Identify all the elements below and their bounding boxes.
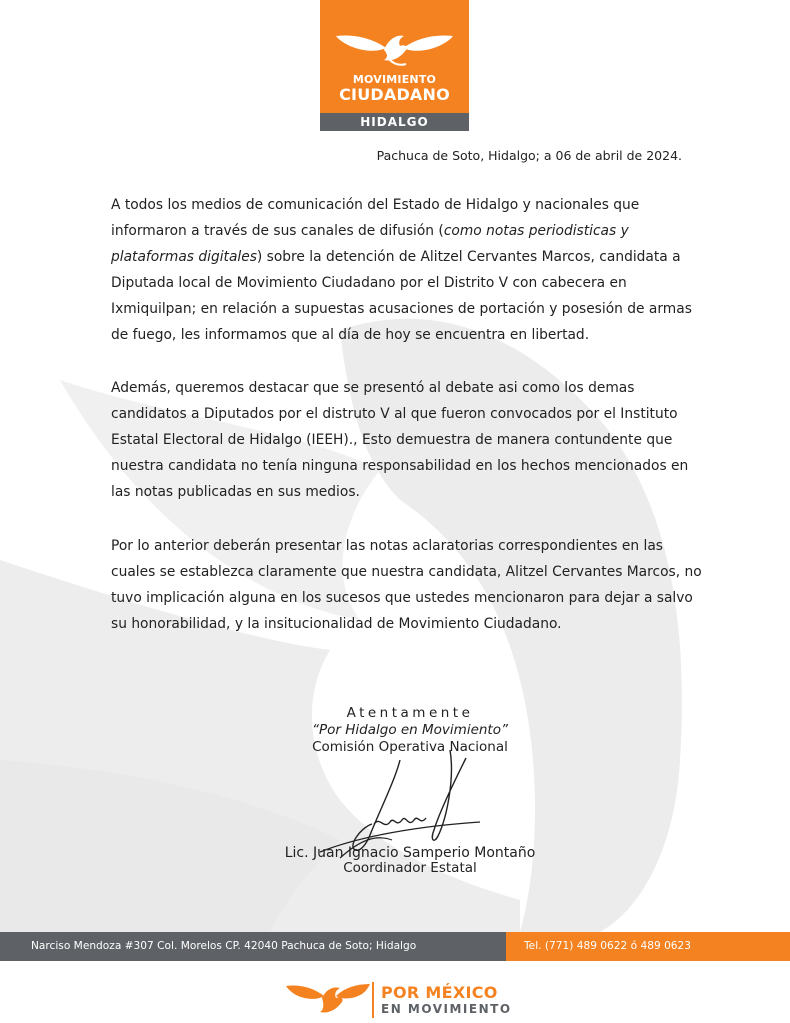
footer-phone: Tel. (771) 489 0622 ó 489 0623 xyxy=(506,932,790,961)
handwritten-signature xyxy=(300,740,490,880)
footer-address: Narciso Mendoza #307 Col. Morelos CP. 42040 Pachuca de Soto; Hidalgo xyxy=(0,932,506,961)
closing-atentamente: Atentamente xyxy=(346,705,474,721)
footer-bar xyxy=(0,932,790,961)
movimiento-ciudadano-logo xyxy=(320,0,469,118)
paragraph-1-text-a: A todos los medios de comunicación del Estado de Hidalgo y nacionales que informaron a través de sus canales de difusión ( xyxy=(111,197,640,239)
signatory-name: Lic. Juan Ignacio Samperio Montaño xyxy=(284,845,536,861)
paragraph-1-text-b: ) sobre la detención de Alitzel Cervantes Marcos, candidata a Diputada local de Movimiento Ciudadano por el Distrito V con cabecera en Ixmiquilpan; en relación a supuestas acusaciones de portación y posesión de armas de fuego, les informamos que al día de hoy se encuentra en libertad. xyxy=(111,249,692,343)
closing-motto: “Por Hidalgo en Movimiento” xyxy=(312,722,508,738)
eagle-logo-icon xyxy=(334,28,455,68)
bottom-logo-line2: EN MOVIMIENTO xyxy=(381,1002,512,1016)
committee-name: Comisión Operativa Nacional xyxy=(312,739,508,755)
paragraph-3: Por lo anterior deberán presentar las notas aclaratorias correspondientes en las cuales se establezca claramente que nuestra candidata, Alitzel Cervantes Marcos, no tuvo implicación alguna en los sucesos que ustedes mencionaron para dejar a salvo su honorabilidad, y la insitucionalidad de Movimiento Ciudadano. xyxy=(111,538,702,632)
bottom-logo-divider xyxy=(372,982,374,1018)
paragraph-1-italic: como notas periodisticas y plataformas digitales xyxy=(111,223,629,265)
bottom-eagle-logo-icon xyxy=(284,978,374,1018)
logo-state-label: HIDALGO xyxy=(320,113,469,131)
paragraph-1 xyxy=(111,192,711,348)
logo-line-movimiento: MOVIMIENTO xyxy=(352,73,437,86)
logo-line-ciudadano: CIUDADANO xyxy=(339,85,450,104)
document-date: Pachuca de Soto, Hidalgo; a 06 de abril de 2024. xyxy=(376,148,682,163)
bottom-logo-line1: POR MÉXICO xyxy=(381,983,498,1002)
paragraph-2: Además, queremos destacar que se presentó al debate asi como los demas candidatos a Diputados por el distruto V al que fueron convocados por el Instituto Estatal Electoral de Hidalgo (IEEH)., Esto demuestra de manera contundente que nuestra candidata no tenía ninguna responsabilidad en los hechos mencionados en las notas publicadas en sus medios. xyxy=(111,380,689,500)
signatory-role: Coordinador Estatal xyxy=(343,860,477,876)
